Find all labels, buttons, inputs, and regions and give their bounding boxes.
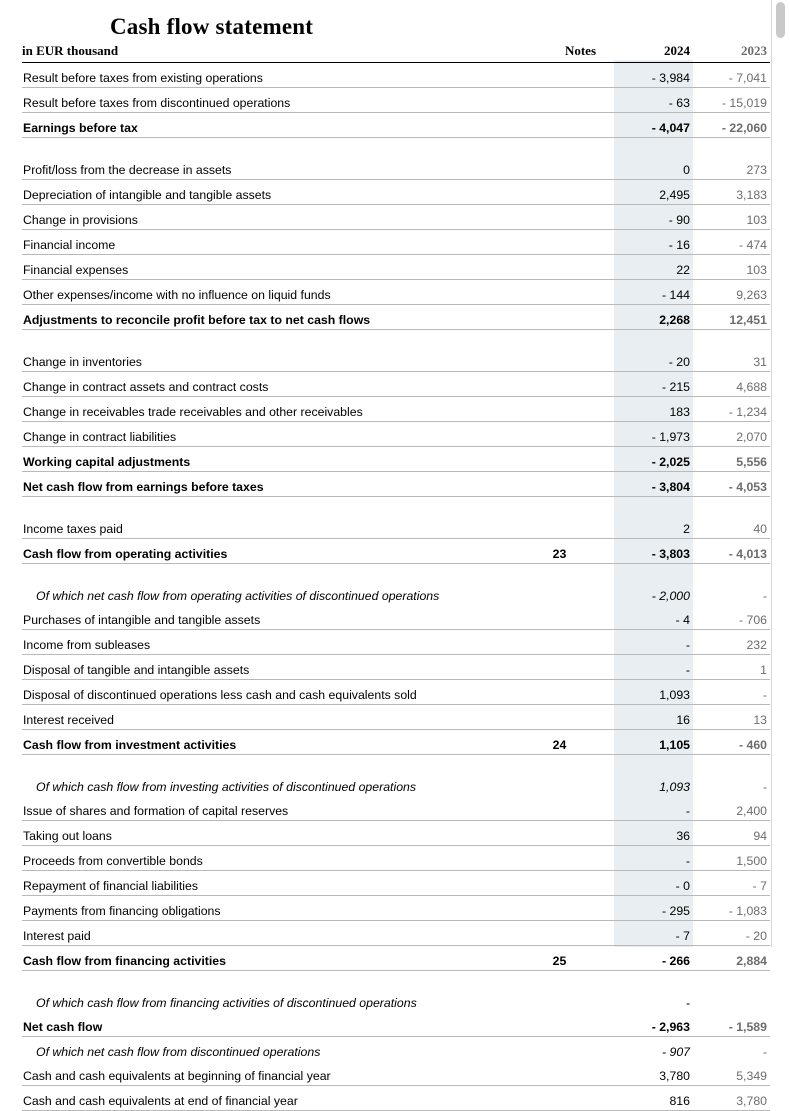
table-spacer-row [22, 755, 770, 773]
row-note-reference [519, 422, 614, 447]
row-label: Interest paid [22, 921, 519, 946]
row-note-reference [519, 347, 614, 372]
row-value-2024: - [685, 995, 690, 1010]
row-value-2023: - [762, 588, 767, 603]
row-value-2023: 5,556 [693, 447, 770, 472]
row-label: Financial expenses [22, 255, 519, 280]
row-note-reference [519, 988, 614, 1012]
row-value-2024: - 266 [614, 946, 693, 971]
row-note-reference [519, 180, 614, 205]
row-label: Change in contract liabilities [22, 422, 519, 447]
row-value-2024: - [614, 796, 693, 821]
row-note-reference [519, 846, 614, 871]
vertical-scrollbar[interactable] [771, 0, 790, 947]
table-row [22, 180, 770, 205]
table-row [22, 1086, 770, 1111]
table-row [22, 796, 770, 821]
column-header-2024: 2024 [614, 44, 693, 63]
row-label: Purchases of intangible and tangible assets [22, 605, 519, 630]
row-value-2023: 40 [693, 514, 770, 539]
row-note-reference [519, 630, 614, 655]
row-value-2023: 2,070 [693, 422, 770, 447]
row-value-2023: - 1,589 [693, 1012, 770, 1037]
table-row [22, 280, 770, 305]
row-value-2023: 103 [693, 205, 770, 230]
row-value-2023: 1 [693, 655, 770, 680]
row-value-2024: 0 [614, 155, 693, 180]
row-note-reference [519, 1012, 614, 1037]
row-value-2023: - 706 [693, 605, 770, 630]
table-row [22, 772, 770, 796]
column-header-2023: 2023 [693, 44, 770, 63]
table-row [22, 305, 770, 330]
row-label: Of which cash flow from financing activities of discontinued operations [36, 995, 417, 1010]
table-spacer-row [22, 564, 770, 582]
row-value-2024: - 0 [614, 871, 693, 896]
table-row [22, 422, 770, 447]
page-title: Cash flow statement [110, 14, 314, 39]
scrollbar-thumb[interactable] [776, 2, 785, 38]
row-value-2023: - 20 [693, 921, 770, 946]
row-label: Cash flow from investment activities [22, 730, 519, 755]
row-value-2023: - 460 [693, 730, 770, 755]
table-row [22, 705, 770, 730]
row-value-2023: - 4,053 [693, 472, 770, 497]
row-note-reference: 25 [519, 946, 614, 971]
row-label: Depreciation of intangible and tangible assets [22, 180, 519, 205]
row-label: Result before taxes from discontinued operations [22, 88, 519, 113]
row-value-2024: - 7 [614, 921, 693, 946]
row-note-reference [519, 205, 614, 230]
spacer-cell [22, 755, 770, 773]
row-value-2023: 273 [693, 155, 770, 180]
row-value-2024: - 1,973 [614, 422, 693, 447]
table-row [22, 539, 770, 564]
row-value-2023: - 7,041 [693, 63, 770, 88]
row-note-reference [519, 655, 614, 680]
row-note-reference [519, 581, 614, 605]
row-label: Change in inventories [22, 347, 519, 372]
row-value-2024: 2 [614, 514, 693, 539]
table-row [22, 680, 770, 705]
table-row [22, 1037, 770, 1062]
row-value-2024: 1,093 [659, 779, 690, 794]
row-value-2023: 3,780 [693, 1086, 770, 1111]
row-note-reference [519, 680, 614, 705]
row-value-2024: - 144 [614, 280, 693, 305]
row-label: Proceeds from convertible bonds [22, 846, 519, 871]
table-spacer-row [22, 138, 770, 156]
row-value-2024: - 20 [614, 347, 693, 372]
row-value-2024: - 3,803 [614, 539, 693, 564]
row-value-2024: 1,105 [614, 730, 693, 755]
row-label: Disposal of tangible and intangible assets [22, 655, 519, 680]
row-value-2023: 1,500 [693, 846, 770, 871]
row-note-reference [519, 230, 614, 255]
row-value-2024: - 4,047 [614, 113, 693, 138]
table-row [22, 230, 770, 255]
row-value-2023: - 22,060 [693, 113, 770, 138]
row-note-reference [519, 255, 614, 280]
row-label: Profit/loss from the decrease in assets [22, 155, 519, 180]
row-note-reference [519, 921, 614, 946]
table-row [22, 347, 770, 372]
row-value-2024: - 295 [614, 896, 693, 921]
row-label: Change in provisions [22, 205, 519, 230]
row-label: Change in receivables trade receivables and other receivables [22, 397, 519, 422]
table-header-row [22, 44, 770, 63]
row-value-2023: 4,688 [693, 372, 770, 397]
row-value-2023: 12,451 [693, 305, 770, 330]
table-row [22, 896, 770, 921]
row-note-reference: 23 [519, 539, 614, 564]
row-value-2023 [693, 988, 770, 1012]
row-value-2024: - 3,984 [614, 63, 693, 88]
row-value-2024: - 907 [661, 1044, 690, 1059]
row-value-2024: 2,268 [614, 305, 693, 330]
row-value-2024: 183 [614, 397, 693, 422]
row-label: Income from subleases [22, 630, 519, 655]
row-note-reference [519, 447, 614, 472]
row-note-reference [519, 63, 614, 88]
row-value-2024: - 16 [614, 230, 693, 255]
row-note-reference [519, 1037, 614, 1062]
row-label: Disposal of discontinued operations less cash and cash equivalents sold [22, 680, 519, 705]
row-value-2024: 22 [614, 255, 693, 280]
row-value-2024: - 2,963 [614, 1012, 693, 1037]
row-note-reference [519, 305, 614, 330]
row-note-reference [519, 772, 614, 796]
row-label: Working capital adjustments [22, 447, 519, 472]
table-row [22, 846, 770, 871]
spacer-cell [22, 330, 770, 348]
row-label: Repayment of financial liabilities [22, 871, 519, 896]
table-row [22, 988, 770, 1012]
spacer-cell [22, 564, 770, 582]
row-value-2023: - 7 [693, 871, 770, 896]
row-note-reference [519, 821, 614, 846]
row-label: Result before taxes from existing operations [22, 63, 519, 88]
row-label: Cash flow from operating activities [22, 539, 519, 564]
row-value-2024: - 215 [614, 372, 693, 397]
row-note-reference [519, 1086, 614, 1111]
row-note-reference [519, 472, 614, 497]
row-label: Of which cash flow from investing activities of discontinued operations [36, 779, 417, 794]
row-label: Issue of shares and formation of capital reserves [22, 796, 519, 821]
row-value-2023: 2,400 [693, 796, 770, 821]
row-note-reference [519, 896, 614, 921]
row-note-reference [519, 605, 614, 630]
row-value-2023: - 474 [693, 230, 770, 255]
row-label: Adjustments to reconcile profit before tax to net cash flows [22, 305, 519, 330]
row-value-2023: 103 [693, 255, 770, 280]
table-row [22, 372, 770, 397]
column-header-notes: Notes [519, 44, 614, 63]
row-note-reference [519, 280, 614, 305]
row-label: Of which net cash flow from operating activities of discontinued operations [36, 588, 440, 603]
row-note-reference [519, 705, 614, 730]
row-note-reference [519, 372, 614, 397]
row-label: Change in contract assets and contract costs [22, 372, 519, 397]
row-label: Interest received [22, 705, 519, 730]
row-value-2023: - 15,019 [693, 88, 770, 113]
table-row [22, 605, 770, 630]
table-row [22, 472, 770, 497]
row-label: Other expenses/income with no influence on liquid funds [22, 280, 519, 305]
row-label: Cash and cash equivalents at end of financial year [22, 1086, 519, 1111]
spacer-cell [22, 497, 770, 515]
row-note-reference [519, 514, 614, 539]
row-label: Taking out loans [22, 821, 519, 846]
row-value-2024: - [614, 630, 693, 655]
table-row [22, 581, 770, 605]
row-value-2024: 1,093 [614, 680, 693, 705]
row-value-2023: 13 [693, 705, 770, 730]
row-value-2023: 9,263 [693, 280, 770, 305]
row-label: Financial income [22, 230, 519, 255]
row-value-2024: - 3,804 [614, 472, 693, 497]
table-row [22, 155, 770, 180]
table-row [22, 730, 770, 755]
row-value-2023: 31 [693, 347, 770, 372]
table-row [22, 88, 770, 113]
row-value-2024: - 2,000 [651, 588, 690, 603]
row-label: Cash flow from financing activities [22, 946, 519, 971]
table-spacer-row [22, 330, 770, 348]
row-value-2023: - 1,083 [693, 896, 770, 921]
row-label: Net cash flow [22, 1012, 519, 1037]
row-note-reference [519, 88, 614, 113]
spacer-cell [22, 138, 770, 156]
row-value-2024: - 2,025 [614, 447, 693, 472]
row-value-2023: 94 [693, 821, 770, 846]
table-row [22, 946, 770, 971]
table-row [22, 205, 770, 230]
row-label: Income taxes paid [22, 514, 519, 539]
row-label: Cash and cash equivalents at beginning of financial year [22, 1061, 519, 1086]
row-value-2024: - 4 [614, 605, 693, 630]
row-value-2024: - 90 [614, 205, 693, 230]
table-row [22, 630, 770, 655]
table-spacer-row [22, 497, 770, 515]
table-row [22, 921, 770, 946]
row-note-reference [519, 397, 614, 422]
unit-label: in EUR thousand [22, 44, 519, 63]
row-value-2023: 232 [693, 630, 770, 655]
table-row [22, 1012, 770, 1037]
table-row [22, 447, 770, 472]
row-value-2023: - 4,013 [693, 539, 770, 564]
row-label: Earnings before tax [22, 113, 519, 138]
table-body [22, 63, 770, 1111]
row-value-2023: 2,884 [693, 946, 770, 971]
row-value-2024: 3,780 [614, 1061, 693, 1086]
table-row [22, 821, 770, 846]
row-note-reference [519, 796, 614, 821]
row-label: Of which net cash flow from discontinued operations [36, 1044, 321, 1059]
row-value-2024: - [614, 846, 693, 871]
row-value-2024: 2,495 [614, 180, 693, 205]
row-value-2024: 816 [614, 1086, 693, 1111]
table-row [22, 397, 770, 422]
table-row [22, 655, 770, 680]
row-note-reference [519, 113, 614, 138]
row-value-2024: - 63 [614, 88, 693, 113]
row-value-2024: 16 [614, 705, 693, 730]
row-value-2023: - [762, 1044, 767, 1059]
row-label: Net cash flow from earnings before taxes [22, 472, 519, 497]
row-note-reference [519, 871, 614, 896]
table-row [22, 514, 770, 539]
spacer-cell [22, 971, 770, 989]
row-note-reference [519, 155, 614, 180]
row-value-2024: 36 [614, 821, 693, 846]
table-row [22, 871, 770, 896]
row-value-2024: - [614, 655, 693, 680]
row-note-reference: 24 [519, 730, 614, 755]
table-row [22, 63, 770, 88]
row-value-2023: - [693, 680, 770, 705]
table-row [22, 1061, 770, 1086]
row-label: Payments from financing obligations [22, 896, 519, 921]
row-note-reference [519, 1061, 614, 1086]
row-value-2023: - 1,234 [693, 397, 770, 422]
row-value-2023: - [762, 779, 767, 794]
cash-flow-table [22, 44, 770, 1111]
table-spacer-row [22, 971, 770, 989]
row-value-2023: 3,183 [693, 180, 770, 205]
table-row [22, 255, 770, 280]
row-value-2023: 5,349 [693, 1061, 770, 1086]
table-row [22, 113, 770, 138]
